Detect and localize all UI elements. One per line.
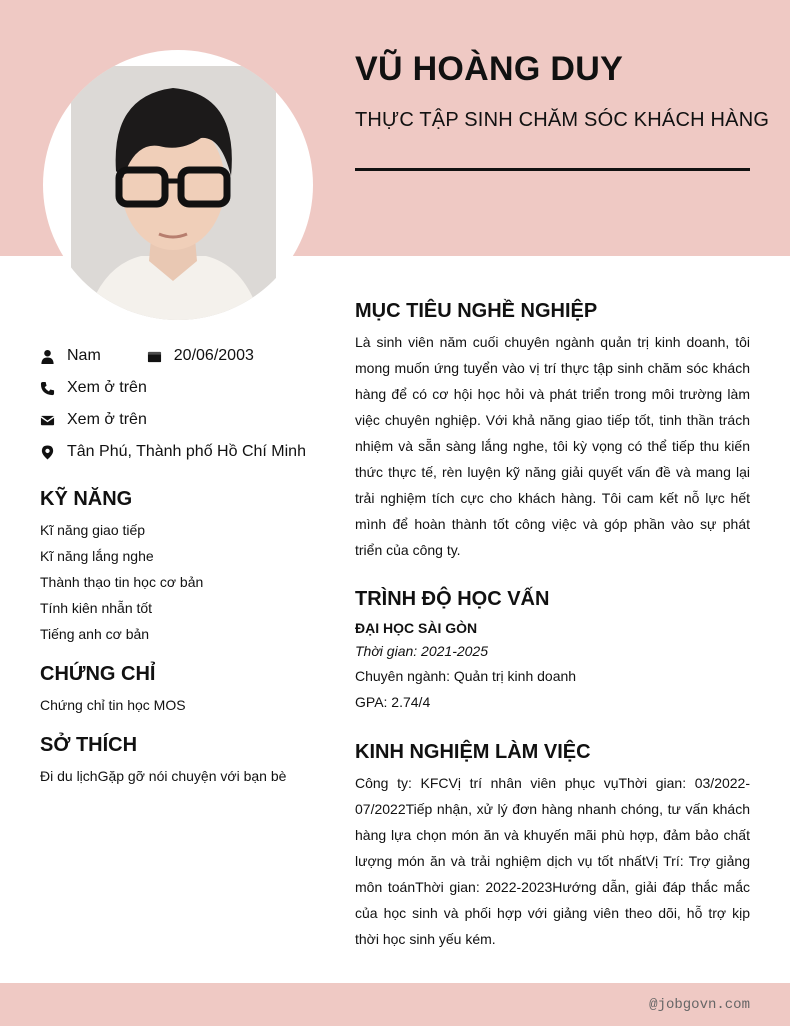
objective-text: Là sinh viên năm cuối chuyên ngành quản trị kinh doanh, tôi mong muốn ứng tuyển vào vị trí thực tập sinh chăm sóc khách hàng để có cơ hội học hỏi và phát triển trong môi trường làm việc chuyên nghiệp. Với khả năng giao tiếp tốt, tinh thần trách nhiệm và sẵn sàng lắng nghe, tôi kỳ vọng có thể tiếp thu kiến thức thực tế, rèn luyện kỹ năng giải quyết vấn đề và mang lại trải nghiệm tích cực cho khách hàng. Tôi cam kết nỗ lực hết mình để hoàn thành tốt công việc và góp phần vào sự phát triển của công ty. [355, 334, 750, 558]
gender-value: Nam [67, 347, 101, 364]
job-title: THỰC TẬP SINH CHĂM SÓC KHÁCH HÀNG [355, 109, 770, 131]
experience-section [355, 741, 750, 952]
education-time: Thời gian: 2021-2025 [355, 643, 488, 659]
phone-icon [40, 381, 55, 396]
phone-row [40, 372, 330, 404]
birthday-value: 20/06/2003 [173, 347, 254, 364]
hobbies-text: Đi du lịchGặp gỡ nói chuyện với bạn bè [40, 768, 287, 784]
hobbies-heading: SỞ THÍCH [40, 734, 138, 756]
experience-heading: KINH NGHIỆM LÀM VIỆC [355, 741, 591, 763]
profile-photo [71, 66, 276, 320]
education-school: ĐẠI HỌC SÀI GÒN [355, 620, 478, 636]
candidate-name: VŨ HOÀNG DUY [355, 50, 624, 88]
footer-watermark: @jobgovn.com [649, 997, 750, 1013]
certificates-text: Chứng chỉ tin học MOS [40, 697, 186, 713]
profile-photo-frame [43, 50, 313, 320]
experience-text: Công ty: KFCVị trí nhân viên phục vụThời gian: 03/2022-07/2022Tiếp nhận, xử lý đơn hàng nhanh chóng, tư vấn khách hàng lựa chọn món ăn và khuyến mãi phù hợp, đảm bảo chất lượng món ăn và trải nghiệm dịch vụ tốt nhấtVị Trí: Trợ giảng môn toánThời gian: 2022-2023Hướng dẫn, giải đáp thắc mắc của học sinh và phối hợp với giảng viên theo dõi, hỗ trợ kịp thời học sinh yếu kém. [355, 775, 750, 947]
calendar-icon [147, 349, 162, 364]
skills-list [40, 517, 330, 647]
left-column [40, 340, 330, 789]
email-value: Xem ở trên [67, 411, 147, 428]
skill-item: Thành thạo tin học cơ bản [40, 574, 204, 590]
objective-heading: MỤC TIÊU NGHỀ NGHIỆP [355, 300, 598, 322]
address-row [40, 436, 330, 468]
skill-item: Tính kiên nhẫn tốt [40, 600, 153, 616]
education-major: Chuyên ngành: Quản trị kinh doanh [355, 668, 577, 684]
portrait-icon [71, 66, 276, 320]
title-divider [355, 168, 750, 171]
envelope-icon [40, 413, 55, 428]
skill-item: Tiếng anh cơ bản [40, 626, 150, 642]
skill-item: Kĩ năng lắng nghe [40, 548, 154, 564]
skill-item: Kĩ năng giao tiếp [40, 522, 146, 538]
certificates-heading: CHỨNG CHỈ [40, 663, 156, 685]
email-row [40, 404, 330, 436]
phone-value: Xem ở trên [67, 379, 147, 396]
education-gpa: GPA: 2.74/4 [355, 694, 431, 710]
education-heading: TRÌNH ĐỘ HỌC VẤN [355, 588, 550, 610]
person-icon [40, 349, 55, 364]
address-value: Tân Phú, Thành phố Hồ Chí Minh [67, 443, 306, 460]
education-section [355, 588, 750, 715]
skills-heading: KỸ NĂNG [40, 488, 133, 510]
gender-birthday-row [40, 340, 330, 372]
objective-section [355, 300, 750, 563]
location-pin-icon [40, 445, 55, 460]
footer-band [0, 983, 790, 1026]
